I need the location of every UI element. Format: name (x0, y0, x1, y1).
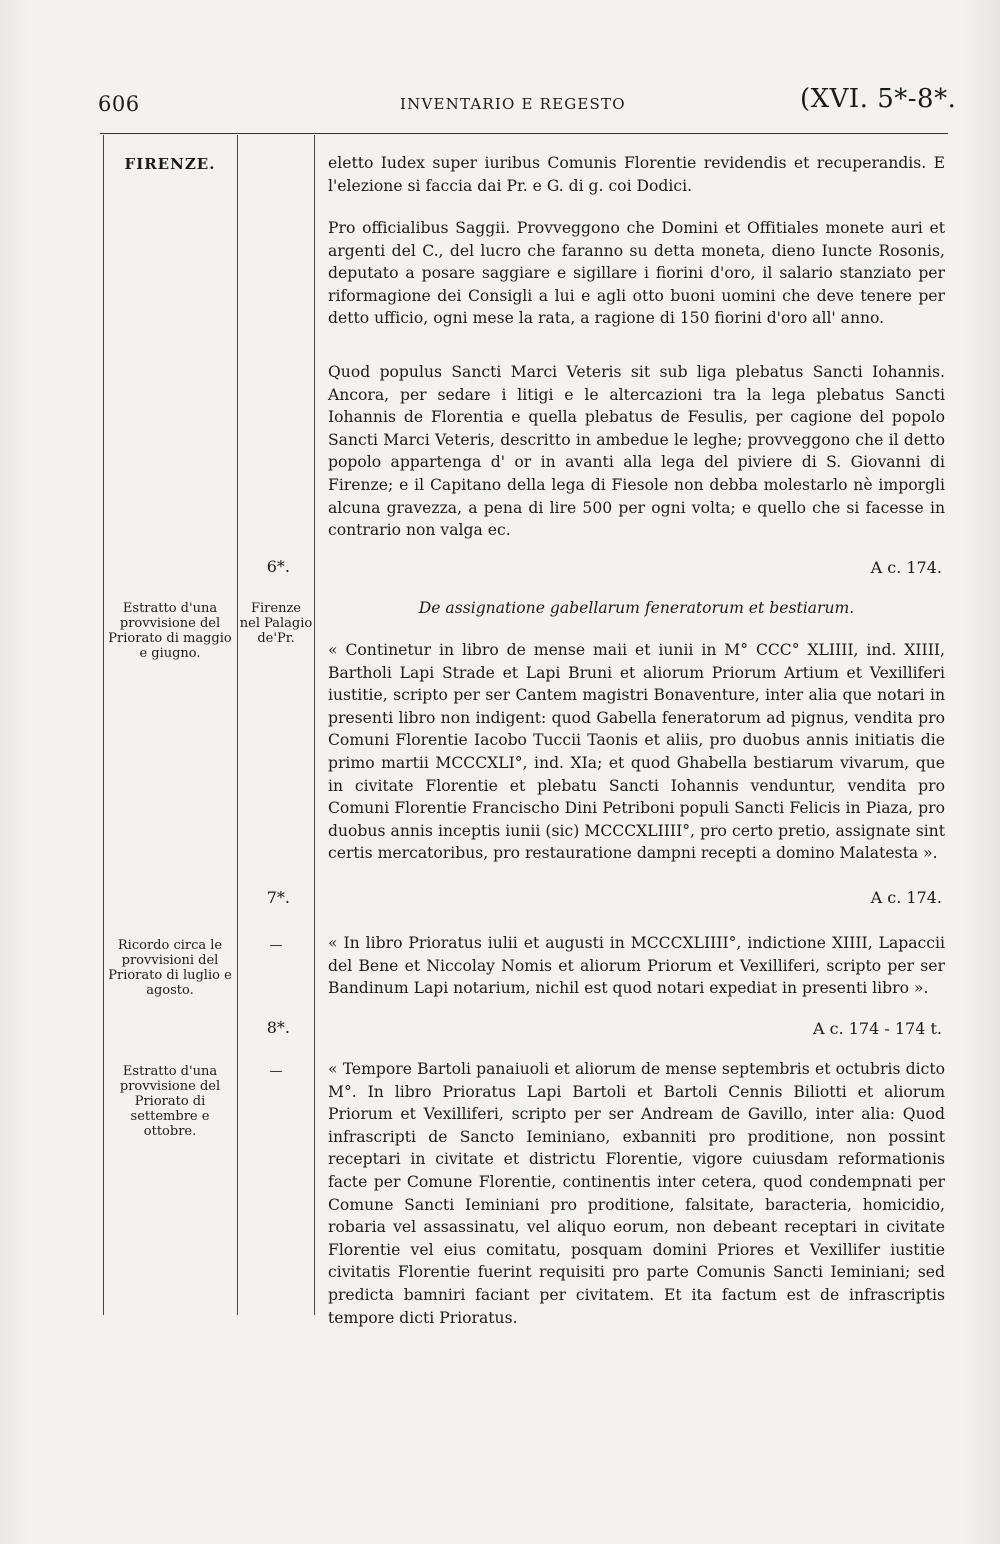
entry-8-description: Estratto d'una provvisione del Priorato di settembre e ottobre. (119, 1064, 221, 1139)
entry-6-location: Firenze nel Palagio de'Pr. (239, 601, 313, 646)
paragraph-sancti-marci: Quod populus Sancti Marci Veteris sit sub liga plebatus Sancti Iohannis. Ancora, per sedare i litigi e le altercazioni tra la lega plebatus Sancti Iohannis de Florentia e quella plebatus de Fesulis, per cagione del popolo Sancti Marci Veteris, descritto in ambedue le leghe; provveggono che il detto popolo appartenga d' or in avanti alla lega del piviere di S. Giovanni di Firenze; e il Capitano della lega di Fiesole non debba molestarlo nè imporgli alcuna gravezza, a pena di lire 500 per ogni volta; e quello che si facesse in contrario non valga ec. (328, 363, 945, 540)
page-header (0, 84, 1000, 124)
entry-8-dash: — (269, 1064, 283, 1079)
header-rule (100, 133, 948, 134)
paragraph-officiales-saggii: Pro officialibus Saggii. Provveggono che Domini et Offitiales monete auri et argenti del C., del lucro che faranno su detta moneta, dieno Iuncte Rosonis, deputato a posare saggiare e sigillare i fiorini d'oro, il salario stanziato per riformagione dei Consigli a lui e agli otto buoni uomini che deve tenere per detto ufficio, ogni mese la rata, a ragione di 150 fiorini d'oro all' anno. (328, 219, 945, 328)
archive-reference-2: A c. 174. (870, 888, 942, 907)
column-rule-middle (237, 135, 238, 1315)
entry-7-description: Ricordo circa le provvisioni del Priorato di luglio e agosto. (108, 938, 232, 998)
entry-8-number: 8*. (266, 1018, 290, 1037)
entry-8-text: « Tempore Bartoli panaiuoli et aliorum de mense septembris et octubris dicto M°. In libro Prioratus Lapi Bartoli et Bartoli Cennis Biliotti et aliorum Priorum et Vexilliferi, scripto per ser Andream de Gavillo, inter alia: Quod infrascripti de Sancto Ieminiano, exbanniti pro proditione, non possint receptari in civitate et districtu Florentie, vigore cuiusdam reformationis facte per Comune Florentie, continentis inter cetera, quod condempnati per Comune Sancti Ieminiani pro proditione, falsitate, baracteria, homicidio, robaria vel assassinatu, vel aliquo eorum, non debeant receptari in civitate Florentie vel eius comitatu, posquam domini Priores et Vexillifer iustitie civitatis Florentie fuerint requisiti pro parte Comunis Sancti Ieminiani; sed predicta bamniri faciant per civitatem. Et ita factum est de infrascriptis tempore dicti Prioratus. (328, 1060, 945, 1327)
entry-7-number: 7*. (266, 888, 290, 907)
paragraph-continuation: eletto Iudex super iuribus Comunis Florentie revidendis et recuperandis. E l'elezione si faccia dai Pr. e G. di g. coi Dodici. (328, 154, 945, 195)
entry-6-title: De assignatione gabellarum feneratorum et bestiarum. (418, 599, 855, 617)
place-heading: FIRENZE. (124, 155, 216, 173)
archive-reference-3: A c. 174 - 174 t. (812, 1019, 942, 1038)
column-rule-right (314, 135, 315, 1315)
archive-reference-1: A c. 174. (870, 558, 942, 577)
entry-6-description: Estratto d'una provvisione del Priorato di maggio e giugno. (108, 601, 232, 661)
page-number: 606 (98, 92, 140, 116)
entry-7-text: « In libro Prioratus iulii et augusti in MCCCXLIIII°, indictione XIIII, Lapaccii del Bene et Niccolay Nomis et aliorum Priorum et Vexilliferi, scripto per ser Bandinum Lapi notarium, nichil est quod notari expediat in presenti libro ». (328, 934, 945, 998)
entry-6-text: « Continetur in libro de mense maii et iunii in M° CCC° XLIIII, ind. XIIII, Bartholi Lapi Strade et Lapi Bruni et aliorum Priorum Artium et Vexilliferi iustitie, scripto per ser Cantem magistri Bonaventure, inter alia que notari in presenti libro non indigent: quod Gabella feneratorum ad pignus, vendita pro Comuni Florentie Iacobo Tuccii Taonis et aliis, pro duobus annis initiatis die primo martii MCCCXLI°, ind. XIa; et quod Ghabella bestiarum vivarum, que in civitate Florentie et plebatu Sancti Iohannis venduntur, vendita pro Comuni Florentie Francischo Dini Petriboni populi Sancti Felicis in Piaza, pro duobus annis inceptis iunii (sic) MCCCXLIIII°, pro certo pretio, assignate sint certis mercatoribus, pro restauratione dampni recepti a domino Malatesta ». (328, 641, 945, 863)
running-title: INVENTARIO E REGESTO (400, 95, 626, 113)
entry-7-dash: — (269, 938, 283, 953)
entry-6-number: 6*. (266, 557, 290, 576)
section-reference: (XVI. 5*-8*. (800, 84, 957, 114)
